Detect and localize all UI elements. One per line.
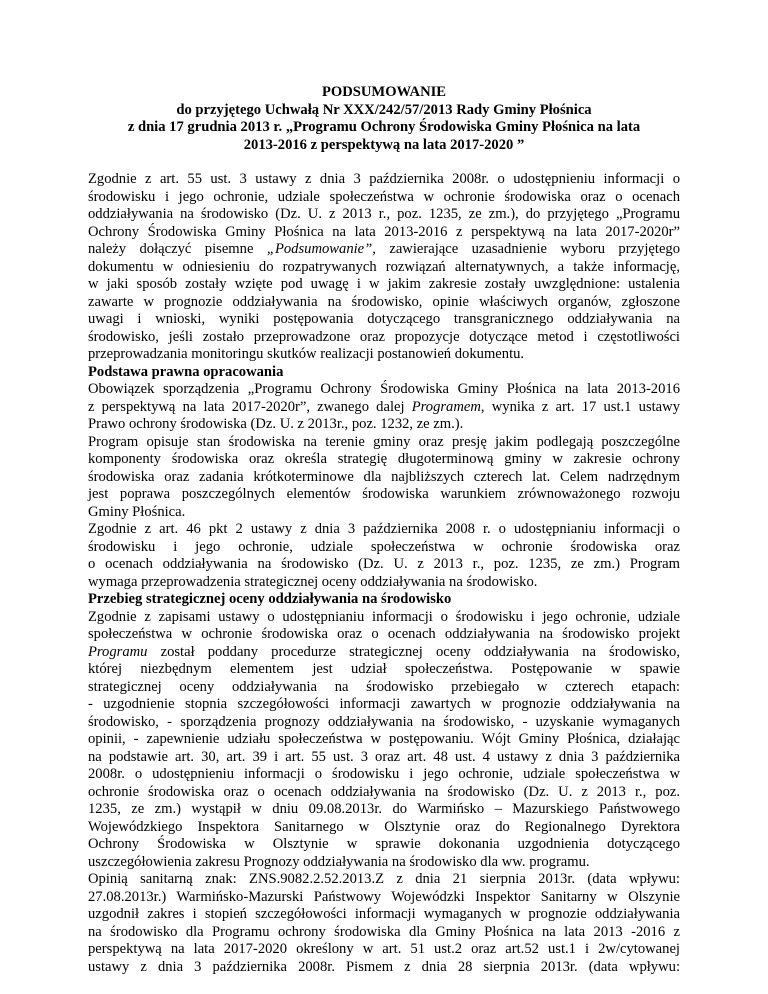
emphasis-text: Programem: [411, 398, 481, 415]
text-line: Prawo ochrony środowiska (Dz. U. z 2013r., poz. 1232, ze zm.).: [88, 416, 464, 432]
text-line: jest poprawa poszczególnych elementów środowiska warunkiem zrównoważonego rozwoju: [88, 486, 680, 502]
text-line: strategicznej oceny oddziaływania na środowisko przebiegało w czterech etapach:: [88, 678, 680, 695]
text-line: uwagi i wnioski, wyniki postępowania dotyczącego transgranicznego oddziaływania na: [88, 311, 680, 327]
title-line-1: PODSUMOWANIE: [321, 84, 447, 100]
text-line: uszczegółowienia zakresu Prognozy oddziaływania na środowisko dla ww. programu.: [88, 853, 590, 870]
text-line: Program opisuje stan środowiska na terenie gminy oraz presję jakim podlegają poszczególne: [88, 433, 680, 450]
text-line: wymaga przeprowadzenia strategicznej oceny oddziaływania na środowisko.: [88, 573, 538, 590]
text-line: środowiska oraz zadania krótkoterminowe dla najbliższych czterech lat. Celem nadrzędnym: [88, 468, 680, 485]
text-line: [88, 644, 680, 662]
text-line: oddziaływania na środowisko (Dz. U. z 2013 r., poz. 1235, ze zm.), do przyjętego „Programu: [88, 206, 680, 222]
legal-basis-paragraph: [88, 381, 680, 434]
text-segment: , wynika z art. 17 ust.1 ustawy: [480, 398, 680, 415]
text-line: perspektywą na lata 2017-2020 określony w art. 51 ust.2 oraz art.52 ust.1 i 2w/cytowanej: [88, 941, 680, 957]
text-line: Gminy Płośnica.: [88, 503, 186, 520]
text-line: uzgodnił zakres i stopień szczegółowości informacji wymaganych w prognozie oddziaływania: [88, 906, 680, 922]
sanitary-opinion-paragraph: [88, 871, 680, 976]
text-segment: należy dołączyć pisemne: [88, 241, 267, 257]
assessment-requirement-paragraph: [88, 521, 680, 591]
text-line: [88, 399, 680, 417]
text-line: - uzgodnienie stopnia szczegółowości informacji zawartych w prognozie oddziaływania na: [88, 696, 680, 712]
text-line: zawarte w prognozie oddziaływania na środowisko, opinie właściwych organów, zgłoszone: [88, 293, 680, 310]
text-line: środowisku i jego ochronie, udziale społeczeństwa w ochronie środowiska oraz: [88, 538, 680, 555]
document-title: [88, 84, 680, 154]
text-segment: zawierające uzasadnienie wyboru przyjętego: [375, 241, 681, 257]
text-line: ochronie środowiska oraz o ocenach oddziaływania na środowisko (Dz. U. z 2013 r., poz.: [88, 783, 680, 800]
text-line: Zgodnie z art. 55 ust. 3 ustawy z dnia 3 października 2008r. o udostępnieniu informacji o: [88, 171, 680, 187]
text-segment: z perspektywą na lata 2017-2020r”, zwanego dalej: [88, 398, 412, 415]
program-description-paragraph: [88, 434, 680, 522]
text-line: dokumentu w odniesieniu do rozpatrywanych rozwiązań alternatywnych, a także informację,: [88, 258, 680, 275]
text-line: Ochrony Środowiska Gminy Płośnica na lata 2013-2016 z perspektywą na lata 2017-2020r”: [88, 223, 680, 240]
assessment-process-paragraph: [88, 609, 680, 872]
section-heading-legal-basis: Podstawa prawna opracowania: [88, 363, 284, 380]
text-line: na środowisko dla Programu ochrony środowiska dla Gminy Płośnica na lata 2013 -2016 z: [88, 923, 680, 940]
title-line-4: 2013-2016 z perspektywą na lata 2017-2020 ”: [243, 136, 525, 153]
text-line: Wojewódzkiego Inspektora Sanitarnego w Olsztynie oraz do Regionalnego Dyrektora: [88, 818, 680, 835]
text-line: opinii, - zapewnienie udziału społeczeństwa w postępowaniu. Wójt Gminy Płośnica, działając: [88, 731, 680, 747]
text-line: Ochrony Środowiska w Olsztynie w sprawie dokonania uzgodnienia dotyczącego: [88, 836, 680, 852]
text-line: 27.08.2013r.) Warmińsko-Mazurski Państwowy Wojewódzki Inspektor Sanitarny w Olszynie: [88, 888, 680, 905]
emphasis-text: Programu: [88, 643, 148, 660]
text-line: w jaki sposób zostały wzięte pod uwagę i w jakim zakresie zostały uwzględnione: ustalenia: [88, 276, 680, 292]
text-line: środowisku i jego ochronie, udziale społeczeństwa w ochronie środowiska oraz o ocenach: [88, 188, 680, 205]
text-line: 1235, ze zm.) wystąpił w dniu 09.08.2013r. do Warmińsko – Mazurskiego Państwowego: [88, 801, 680, 817]
text-line: [88, 241, 680, 259]
text-line: 2008r. o udostępnieniu informacji o środowisku i jego ochronie, udziale społeczeństwa w: [88, 766, 680, 782]
text-line: Opinią sanitarną znak: ZNS.9082.2.52.2013.Z z dnia 21 sierpnia 2013r. (data wpływu:: [88, 871, 680, 887]
title-line-3: z dnia 17 grudnia 2013 r. „Programu Ochrony Środowiska Gminy Płośnica na lata: [127, 119, 641, 135]
title-line-2: do przyjętego Uchwałą Nr XXX/242/57/2013 Rady Gminy Płośnica: [176, 101, 592, 118]
text-line: społeczeństwa w ochronie środowiska oraz o ocenach oddziaływania na środowisko projekt: [88, 626, 680, 642]
text-line: Obowiązek sporządzenia „Programu Ochrony Środowiska Gminy Płośnica na lata 2013-2016: [88, 381, 680, 397]
text-line: środowisko, jeśli zostało przeprowadzone oraz propozycje dotyczące metod i częstotliwości: [88, 328, 680, 345]
intro-paragraph: [88, 171, 680, 364]
text-line: komponenty środowiska oraz określa strategię długoterminową gminy w zakresie ochrony: [88, 451, 680, 467]
text-line: na podstawie art. 30, art. 39 i art. 55 ust. 3 oraz art. 48 ust. 4 ustawy z dnia 3 października: [88, 748, 680, 765]
emphasis-text: „Podsumowanie”,: [266, 241, 376, 257]
text-line: Zgodnie z art. 46 pkt 2 ustawy z dnia 3 października 2008 r. o udostępnianiu informacji o: [88, 521, 680, 537]
text-line: o ocenach oddziaływania na środowisko (Dz. U. z 2013 r., poz. 1235, ze zm.) Program: [88, 556, 680, 572]
text-line: której niezbędnym elementem jest udział społeczeństwa. Postępowanie w spawie: [88, 661, 680, 677]
text-line: środowisko, - sporządzenia prognozy oddziaływania na środowisko, - uzyskanie wymaganych: [88, 713, 680, 730]
text-segment: został poddany procedurze strategicznej oceny oddziaływania na środowisko,: [147, 643, 680, 660]
text-line: przeprowadzania monitoringu skutków realizacji postanowień dokumentu.: [88, 346, 525, 362]
text-line: Zgodnie z zapisami ustawy o udostępnianiu informacji o środowisku i jego ochronie, udziale: [88, 608, 680, 625]
text-line: ustawy z dnia 3 października 2008r. Pismem z dnia 28 sierpnia 2013r. (data wpływu:: [88, 958, 680, 975]
section-heading-assessment-process: Przebieg strategicznej oceny oddziaływania na środowisko: [88, 591, 452, 607]
